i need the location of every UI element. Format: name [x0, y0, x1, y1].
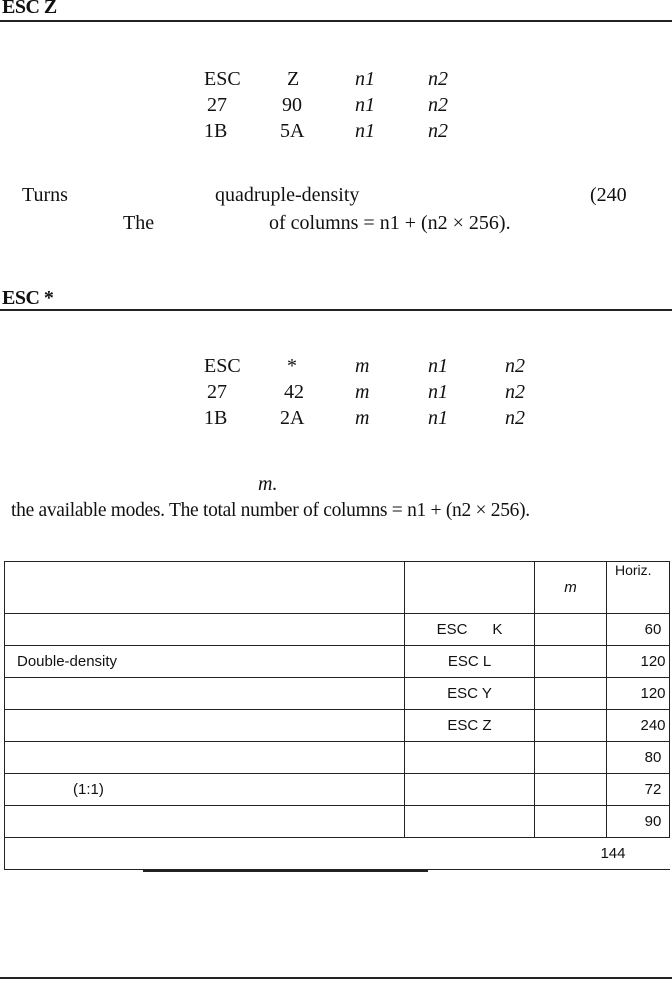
format-cell: m: [355, 407, 370, 429]
header-code: [405, 562, 535, 614]
format-cell: Z: [287, 68, 300, 90]
cell-mode: Double-density: [5, 646, 405, 678]
section-heading-esc-star: ESC *: [2, 287, 54, 309]
format-cell: 27: [207, 381, 227, 403]
format-cell: ESC: [204, 68, 241, 90]
format-cell: ESC: [204, 355, 241, 377]
format-cell: *: [287, 355, 297, 377]
cell-code: [405, 806, 535, 838]
format-cell: 1B: [204, 407, 228, 429]
cell-m: [535, 742, 607, 774]
table-row: [5, 678, 670, 710]
cell-horiz: 72: [607, 774, 670, 806]
section-divider: [0, 309, 672, 311]
cell-m: [535, 646, 607, 678]
table-row: [5, 646, 670, 678]
table-underline: [143, 870, 428, 872]
format-cell: 5A: [280, 120, 305, 142]
description-text: of columns = n1 + (n2 × 256).: [269, 212, 511, 234]
description-word: Turns: [22, 184, 68, 206]
cell-mode: [5, 710, 405, 742]
cell-m: [535, 774, 607, 806]
format-cell: n2: [428, 94, 448, 116]
cell-horiz: 80: [607, 742, 670, 774]
cell-mode: [5, 742, 405, 774]
header-m: m: [535, 562, 607, 614]
cell-code: ESC Z: [405, 710, 535, 742]
format-cell: m: [355, 381, 370, 403]
table-row: [5, 806, 670, 838]
command-format-esc-star: [0, 355, 672, 435]
cell-code: [405, 742, 535, 774]
cell-m: [535, 614, 607, 646]
cell-code: ESC L: [405, 646, 535, 678]
cell-m: [535, 710, 607, 742]
cell-horiz: 120: [607, 678, 670, 710]
description-text: m.: [258, 473, 278, 495]
cell-code: [405, 774, 535, 806]
format-cell: n2: [428, 120, 448, 142]
format-cell: n1: [355, 120, 375, 142]
cell-mode: (1:1): [5, 774, 405, 806]
description-word: quadruple-density: [215, 184, 360, 206]
table-row: [5, 774, 670, 806]
cell-m: [535, 806, 607, 838]
format-cell: 1B: [204, 120, 228, 142]
header-mode: [5, 562, 405, 614]
cell-code: ESC Y: [405, 678, 535, 710]
cell-m: [535, 678, 607, 710]
cell-horiz: 60: [607, 614, 670, 646]
cell-mode: [5, 614, 405, 646]
table-row: [5, 742, 670, 774]
format-cell: n1: [428, 407, 448, 429]
page-bottom-rule: [0, 977, 672, 979]
format-cell: m: [355, 355, 370, 377]
format-cell: 42: [284, 381, 304, 403]
section-divider: [0, 20, 672, 22]
table-row: [5, 710, 670, 742]
graphics-modes-table: [4, 561, 670, 870]
header-horiz: Horiz.: [607, 562, 670, 614]
cell-horiz: 90: [607, 806, 670, 838]
table-row: [5, 614, 670, 646]
format-cell: n1: [355, 94, 375, 116]
section-heading-esc-z: ESC Z: [2, 0, 57, 18]
format-cell: n2: [505, 355, 525, 377]
cell-mode: [5, 678, 405, 710]
format-cell: 90: [282, 94, 302, 116]
cell-horiz-last: 144: [5, 838, 670, 870]
description-text: the available modes. The total number of columns = n1 + (n2 × 256).: [11, 500, 530, 521]
command-format-esc-z: [0, 68, 672, 148]
cell-mode: [5, 806, 405, 838]
format-cell: 2A: [280, 407, 305, 429]
format-cell: 27: [207, 94, 227, 116]
format-cell: n2: [505, 381, 525, 403]
format-cell: n2: [428, 68, 448, 90]
cell-horiz: 240: [607, 710, 670, 742]
format-cell: n1: [428, 355, 448, 377]
format-cell: n1: [355, 68, 375, 90]
table-header-row: [5, 562, 670, 614]
format-cell: n2: [505, 407, 525, 429]
description-word: (240: [590, 184, 627, 206]
cell-code: ESC K: [405, 614, 535, 646]
cell-horiz: 120: [607, 646, 670, 678]
format-cell: n1: [428, 381, 448, 403]
description-word: The: [123, 212, 155, 234]
table-row: [5, 838, 670, 870]
